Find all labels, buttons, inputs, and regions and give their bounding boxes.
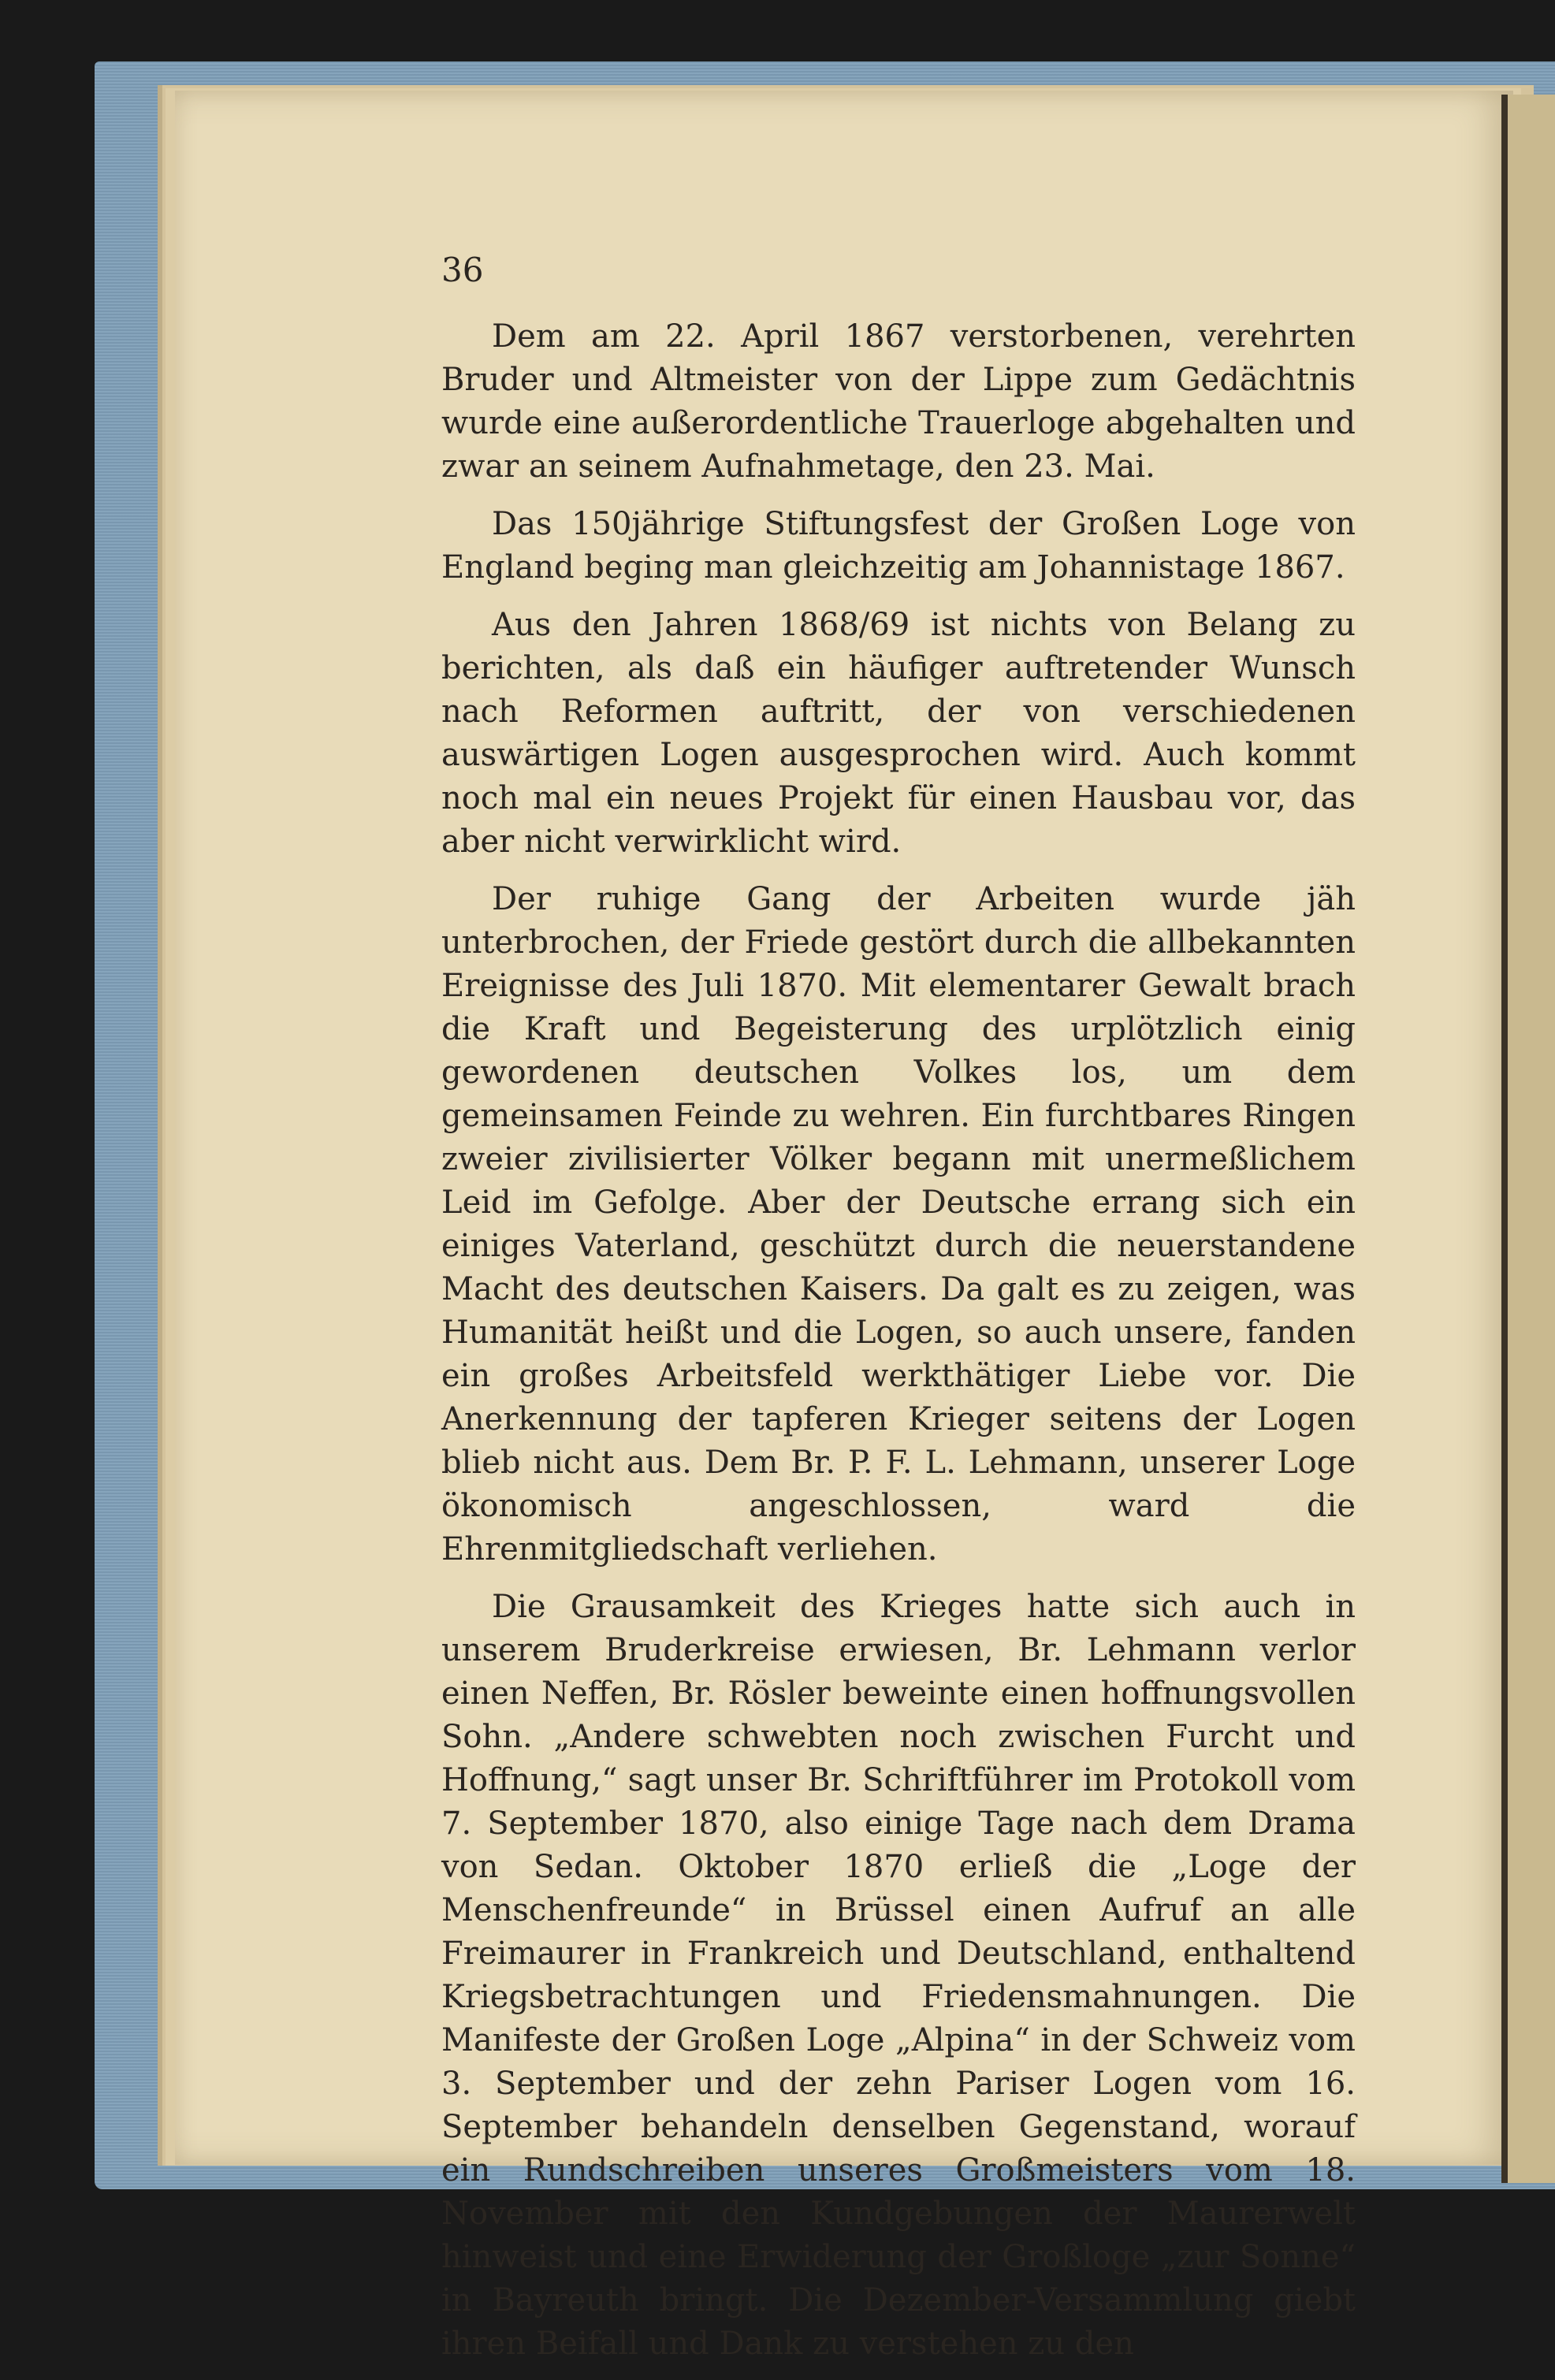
facing-page-edge bbox=[1501, 95, 1555, 2183]
page-text bbox=[441, 315, 1356, 2380]
paragraph-1: Dem am 22. April 1867 verstorbenen, verehrten Bruder und Altmeister von der Lippe zum Gedächtnis wurde eine außerordentliche Trauerloge abgehalten und zwar an seinem Aufnahmetage, den 23. Mai. bbox=[441, 318, 1356, 485]
paragraph-2: Das 150jährige Stiftungsfest der Großen Loge von England beging man gleichzeitig am Johannistage 1867. bbox=[441, 506, 1356, 586]
page-number: 36 bbox=[441, 251, 484, 289]
paragraph-5: Die Grausamkeit des Krieges hatte sich auch in unserem Bruderkreise erwiesen, Br. Lehmann verlor einen Neffen, Br. Rösler beweinte einen hoffnungsvollen Sohn. „Andere schwebten noch zwischen Furcht und Hoffnung,“ sagt unser Br. Schriftführer im Protokoll vom 7. September 1870, also einige Tage nach dem Drama von Sedan. Oktober 1870 erließ die „Loge der Menschenfreunde“ in Brüssel einen Aufruf an alle Freimaurer in Frankreich und Deutschland, enthaltend Kriegsbetrachtungen und Friedensmahnungen. Die Manifeste der Großen Loge „Alpina“ in der Schweiz vom 3. September und der zehn Pariser Logen vom 16. September behandeln denselben Gegenstand, worauf ein Rundschreiben unseres Großmeisters vom 18. November mit den Kundgebungen der Maurerwelt hinweist und eine Erwiderung der Großloge „zur Sonne“ in Bayreuth bringt. Die Dezember-Versammlung giebt ihren Beifall und Dank zu verstehen zu den bbox=[441, 1589, 1356, 2362]
paragraph-3: Aus den Jahren 1868/69 ist nichts von Belang zu berichten, als daß ein häufiger auftretender Wunsch nach Reformen auftritt, der von verschiedenen auswärtigen Logen ausgesprochen wird. Auch kommt noch mal ein neues Projekt für einen Hausbau vor, das aber nicht verwirklicht wird. bbox=[441, 607, 1356, 860]
paragraph-4: Der ruhige Gang der Arbeiten wurde jäh unterbrochen, der Friede gestört durch die allbekannten Ereignisse des Juli 1870. Mit elementarer Gewalt brach die Kraft und Begeisterung des urplötzlich einig gewordenen deutschen Volkes los, um dem gemeinsamen Feinde zu wehren. Ein furchtbares Ringen zweier zivilisierter Völker begann mit unermeßlichem Leid im Gefolge. Aber der Deutsche errang sich ein einiges Vaterland, geschützt durch die neuerstandene Macht des deutschen Kaisers. Da galt es zu zeigen, was Humanität heißt und die Logen, so auch unsere, fanden ein großes Arbeitsfeld werkthätiger Liebe vor. Die Anerkennung der tapferen Krieger seitens der Logen blieb nicht aus. Dem Br. P. F. L. Lehmann, unserer Loge ökonomisch angeschlossen, ward die Ehrenmitgliedschaft verliehen. bbox=[441, 881, 1356, 1567]
